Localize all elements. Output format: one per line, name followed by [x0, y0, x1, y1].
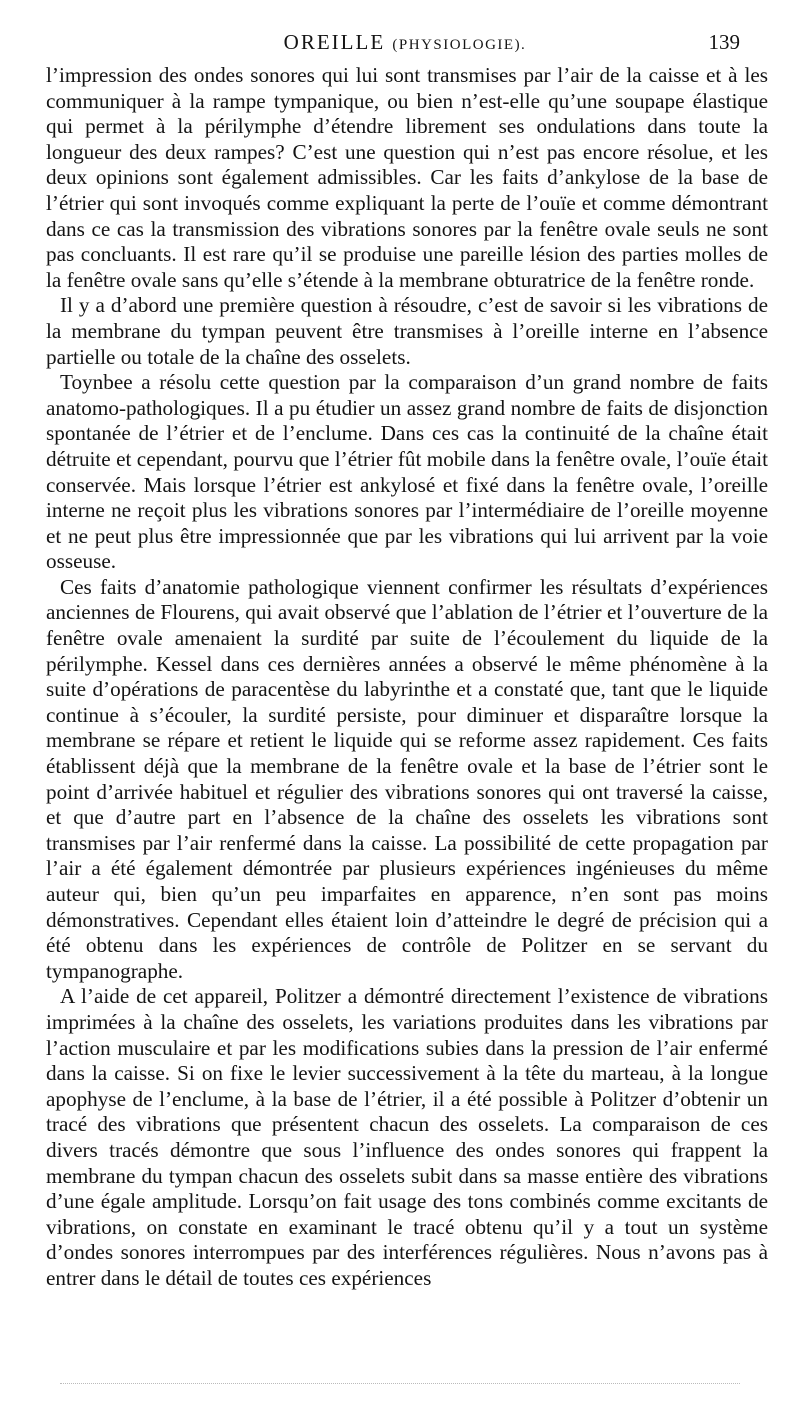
paragraph-1: l’impression des ondes sonores qui lui sont transmises par l’air de la caisse et à les communiquer à la rampe tympanique, ou bien n’est-elle qu’une soupape élastique qui permet à la périlymphe d’étendre librement ses ondulations dans toute la longueur des deux rampes? C’est une question qui n’est pas encore résolue, et les deux opinions sont également admissibles. Car les faits d’ankylose de la base de l’étrier qui sont invoqués comme expliquant la perte de l’ouïe et comme démontrant dans ce cas la transmission des vibrations sonores par la fenêtre ovale seuls ne sont pas concluants. Il est rare qu’il se produise une pareille lésion des parties molles de la fenêtre ovale sans qu’elle s’étende à la membrane obturatrice de la fenêtre ronde. — [46, 63, 768, 292]
paragraph-4: Ces faits d’anatomie pathologique viennent confirmer les résultats d’expériences anciennes de Flourens, qui avait observé que l’ablation de l’étrier et l’ouverture de la fenêtre ovale amenaient la surdité par suite de l’écoulement du liquide de la périlymphe. Kessel dans ces dernières années a observé le même phénomène à la suite d’opérations de paracentèse du labyrinthe et a constaté que, tant que le liquide continue à s’écouler, la surdité persiste, pour diminuer et disparaître lorsque la membrane se répare et retient le liquide qui se reforme assez rapidement. Ces faits établissent déjà que la membrane de la fenêtre ovale et la base de l’étrier sont le point d’arrivée habituel et régulier des vibrations sonores qui ont traversé la caisse, et que d’autre part en l’absence de la chaîne des osselets les vibrations sont transmises par l’air renfermé dans la caisse. La possibilité de cette propagation par l’air a été également démontrée par plusieurs expériences ingénieuses du même auteur qui, bien qu’un peu imparfaites en apparence, n’en sont pas moins démonstratives. Cependant elles étaient loin d’atteindre le degré de précision qui a été obtenu dans les expériences de contrôle de Politzer en se servant du tympanographe. — [46, 574, 768, 983]
header-subtitle: (PHYSIOLOGIE). — [392, 37, 527, 53]
paragraph-5: A l’aide de cet appareil, Politzer a démontré directement l’existence de vibrations imprimées à la chaîne des osselets, les variations produites dans les vibrations par l’action musculaire et par les modifications subies dans la pression de l’air enfermé dans la caisse. Si on fixe le levier successivement à la tête du marteau, à la longue apophyse de l’enclume, à la base de l’étrier, il a été possible à Politzer d’obtenir un tracé des vibrations que présentent chacun des osselets. La comparaison de ces divers tracés démontre que sous l’influence des ondes sonores qui frappent la membrane du tympan chacun des osselets subit dans sa masse entière des vibrations d’une égale amplitude. Lorsqu’on fait usage des tons combinés comme excitants de vibrations, on constate en examinant le tracé obtenu qu’il y a tout un système d’ondes sonores interrompues par des interférences régulières. Nous n’avons pas à entrer dans le détail de toutes ces expériences — [46, 984, 768, 1290]
header-title: OREILLE — [283, 30, 386, 54]
page-number: 139 — [708, 30, 740, 54]
running-header — [30, 30, 780, 58]
bleed-through-line — [60, 1383, 740, 1385]
running-title — [30, 30, 780, 55]
paragraph-3: Toynbee a résolu cette question par la comparaison d’un grand nombre de faits anatomo-pathologiques. Il a pu étudier un assez grand nombre de faits de disjonction spontanée de l’étrier et de l’enclume. Dans ces cas la continuité de la chaîne était détruite et cependant, pourvu que l’étrier fût mobile dans la fenêtre ovale, l’ouïe était conservée. Mais lorsque l’étrier est ankylosé et fixé dans la fenêtre ovale, l’oreille interne ne reçoit plus les vibrations sonores par l’intermédiaire de l’oreille moyenne et ne peut plus être impressionnée que par les vibrations qui lui arrivent par la voie osseuse. — [46, 370, 768, 574]
body-text — [46, 63, 768, 1292]
paragraph-2: Il y a d’abord une première question à résoudre, c’est de savoir si les vibrations de la membrane du tympan peuvent être transmises à l’oreille interne en l’absence partielle ou totale de la chaîne des osselets. — [46, 293, 768, 369]
